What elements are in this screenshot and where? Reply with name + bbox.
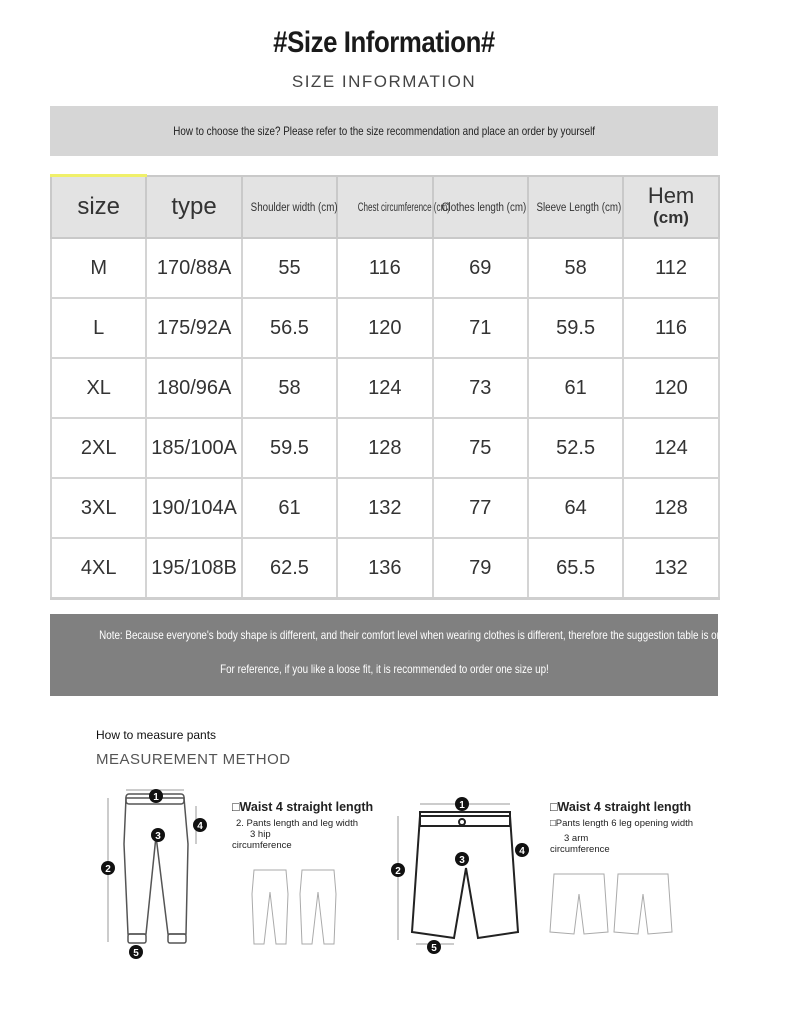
- cell-size: XL: [51, 358, 146, 418]
- cell-size: L: [51, 298, 146, 358]
- table-row: [51, 238, 719, 298]
- cell-sleeve: 52.5: [528, 418, 623, 478]
- cell-shoulder: 56.5: [242, 298, 337, 358]
- measure-subheading: MEASUREMENT METHOD: [96, 751, 291, 768]
- cell-length: 69: [433, 238, 528, 298]
- svg-text:2: 2: [395, 866, 401, 877]
- cell-hem: 112: [623, 238, 718, 298]
- cell-type: 190/104A: [146, 478, 241, 538]
- note-line-1: Note: Because everyone's body shape is different, and their comfort level when wearing clothes is different, therefore the suggestion table is only: [99, 628, 730, 642]
- pants-thumbnails: [246, 864, 346, 950]
- cell-type: 180/96A: [146, 358, 241, 418]
- cell-sleeve: 61: [528, 358, 623, 418]
- cell-chest: 124: [337, 358, 432, 418]
- table-row: [51, 298, 719, 358]
- svg-text:1: 1: [153, 792, 159, 803]
- cell-sleeve: 65.5: [528, 538, 623, 599]
- cell-length: 71: [433, 298, 528, 358]
- shorts-thumbnails: [548, 868, 678, 940]
- cell-type: 195/108B: [146, 538, 241, 599]
- header-chest: Chest circumference (cm): [337, 176, 432, 239]
- svg-text:3: 3: [155, 831, 161, 842]
- cell-hem: 128: [623, 478, 718, 538]
- pants-outline: [124, 798, 188, 934]
- shorts-legend: □Waist 4 straight length □Pants length 6 leg opening width 3 arm circumference: [550, 800, 694, 855]
- header-size: size: [51, 176, 146, 239]
- cell-hem: 124: [623, 418, 718, 478]
- pants-left-cuff: [128, 934, 146, 943]
- svg-text:2: 2: [105, 864, 111, 875]
- note-line-2: For reference, if you like a loose fit, it is recommended to order one size up!: [219, 662, 549, 676]
- cell-chest: 136: [337, 538, 432, 599]
- cell-hem: 120: [623, 358, 718, 418]
- cell-type: 170/88A: [146, 238, 241, 298]
- cell-size: 2XL: [51, 418, 146, 478]
- table-row: [51, 358, 719, 418]
- cell-size: 4XL: [51, 538, 146, 599]
- svg-text:5: 5: [133, 948, 139, 959]
- header-shoulder: Shoulder width (cm): [242, 176, 337, 239]
- page-subtitle: SIZE INFORMATION: [291, 72, 477, 91]
- size-guide-text: How to choose the size? Please refer to the size recommendation and place an order by yourself: [173, 124, 595, 138]
- cell-length: 75: [433, 418, 528, 478]
- header-hem: Hem (cm): [623, 176, 718, 239]
- pants-diagram: [96, 784, 226, 964]
- shorts-outline: [412, 816, 518, 938]
- svg-text:5: 5: [431, 943, 437, 954]
- cell-hem: 116: [623, 298, 718, 358]
- size-guide-banner: [50, 106, 718, 156]
- cell-chest: 132: [337, 478, 432, 538]
- cell-length: 73: [433, 358, 528, 418]
- page-title: #Size Information#: [273, 26, 495, 59]
- svg-text:1: 1: [459, 800, 465, 811]
- cell-type: 185/100A: [146, 418, 241, 478]
- table-row: [51, 478, 719, 538]
- header-length: Clothes length (cm): [433, 176, 528, 239]
- cell-size: M: [51, 238, 146, 298]
- cell-shoulder: 55: [242, 238, 337, 298]
- cell-length: 79: [433, 538, 528, 599]
- pants-markers: [101, 789, 207, 959]
- svg-text:3: 3: [459, 855, 465, 866]
- pants-legend: □Waist 4 straight length 2. Pants length and leg width 3 hip circumference: [232, 800, 374, 851]
- cell-shoulder: 58: [242, 358, 337, 418]
- cell-shoulder: 59.5: [242, 418, 337, 478]
- shorts-diagram: [386, 792, 536, 958]
- cell-shoulder: 62.5: [242, 538, 337, 599]
- cell-length: 77: [433, 478, 528, 538]
- measure-heading: How to measure pants: [96, 728, 217, 742]
- cell-hem: 132: [623, 538, 718, 599]
- note-banner: [50, 614, 730, 696]
- cell-type: 175/92A: [146, 298, 241, 358]
- header-type: type: [146, 176, 241, 239]
- cell-sleeve: 58: [528, 238, 623, 298]
- pants-right-cuff: [168, 934, 186, 943]
- cell-sleeve: 64: [528, 478, 623, 538]
- cell-chest: 120: [337, 298, 432, 358]
- svg-text:4: 4: [519, 846, 525, 857]
- table-row: [51, 538, 719, 599]
- cell-size: 3XL: [51, 478, 146, 538]
- cell-chest: 116: [337, 238, 432, 298]
- size-table-header: [51, 176, 719, 239]
- cell-sleeve: 59.5: [528, 298, 623, 358]
- table-row: [51, 418, 719, 478]
- cell-shoulder: 61: [242, 478, 337, 538]
- size-table: [50, 174, 720, 600]
- header-sleeve: Sleeve Length (cm): [528, 176, 623, 239]
- cell-chest: 128: [337, 418, 432, 478]
- svg-text:4: 4: [197, 821, 203, 832]
